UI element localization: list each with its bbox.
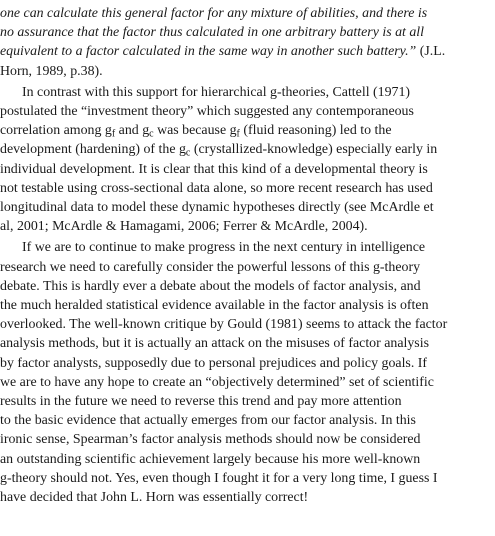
p2-line-2: postulated the “investment theory” which suggested any contemporaneous — [0, 104, 414, 119]
p3-line-3: debate. This is hardly ever a debate about the models of factor analysis, and — [0, 278, 421, 294]
p3-line-7: by factor analysts, supposedly due to personal prejudices and policy goals. If — [0, 355, 428, 371]
p2-line-4: development (hardening) of the $g_c$ (crystallized-knowledge) especially early in — [0, 142, 438, 159]
p3-line-14: have decided that John L. Horn was essentially correct! — [0, 490, 309, 505]
quote-citation-end: Horn, 1989, p.38). — [0, 63, 103, 79]
p3-line-12: an outstanding scientific achievement largely because his more well-known — [0, 451, 421, 467]
p3-line-1: If we are to continue to make progress in the next century in intelligence — [22, 240, 426, 256]
quote-line-3 — [0, 42, 495, 61]
p3-line-10: to the basic evidence that actually emerges from our factor analysis. In this — [0, 413, 416, 429]
quote-citation-start: (J.L. — [419, 44, 446, 60]
p3-line-11: ironic sense, Spearman’s factor analysis methods should now be considered — [0, 432, 421, 448]
quote-line-3-italic: equivalent to a factor calculated in the same way in another such battery.” — [0, 44, 420, 60]
p3-line-6: analysis methods, but it is actually an attack on the misuses of factor analysis — [0, 336, 429, 352]
p2-line-8: al, 2001; McArdle & Hamagami, 2006; Ferrer & McArdle, 2004). — [0, 219, 368, 235]
p2-line-5: individual development. It is clear that this kind of a developmental theory is — [0, 161, 428, 177]
p3-line-13: g-theory should not. Yes, even though I fought it for a very long time, I guess I — [0, 470, 438, 486]
p2-line-3: correlation among $g_f$ and $g_c$ was because $g_f$ (fluid reasoning) led to the — [0, 123, 392, 140]
p3-line-9: results in the future we need to reverse this trend and pay more attention — [0, 394, 402, 409]
p2-line-7: longitudinal data to model these dynamic hypotheses directly (see McArdle et — [0, 200, 434, 215]
p2-line-1: In contrast with this support for hierarchical g-theories, Cattell (1971) — [22, 84, 411, 100]
p2-line-6: not testable using cross-sectional data alone, so more recent research has used — [0, 180, 433, 196]
p3-line-2: research we need to carefully consider the powerful lessons of this g-theory — [0, 259, 421, 275]
p3-line-4: the much heralded statistical evidence available in the factor analysis is often — [0, 298, 429, 313]
quote-line-2: no assurance that the factor thus calculated in one arbitrary battery is at all — [0, 25, 425, 41]
p3-line-5: overlooked. The well-known critique by Gould (1981) seems to attack the factor — [0, 317, 448, 333]
p3-line-8: we are to have any hope to create an “objectively determined” set of scientific — [0, 374, 434, 390]
quote-line-1: one can calculate this general factor for any mixture of abilities, and there is — [0, 6, 428, 21]
